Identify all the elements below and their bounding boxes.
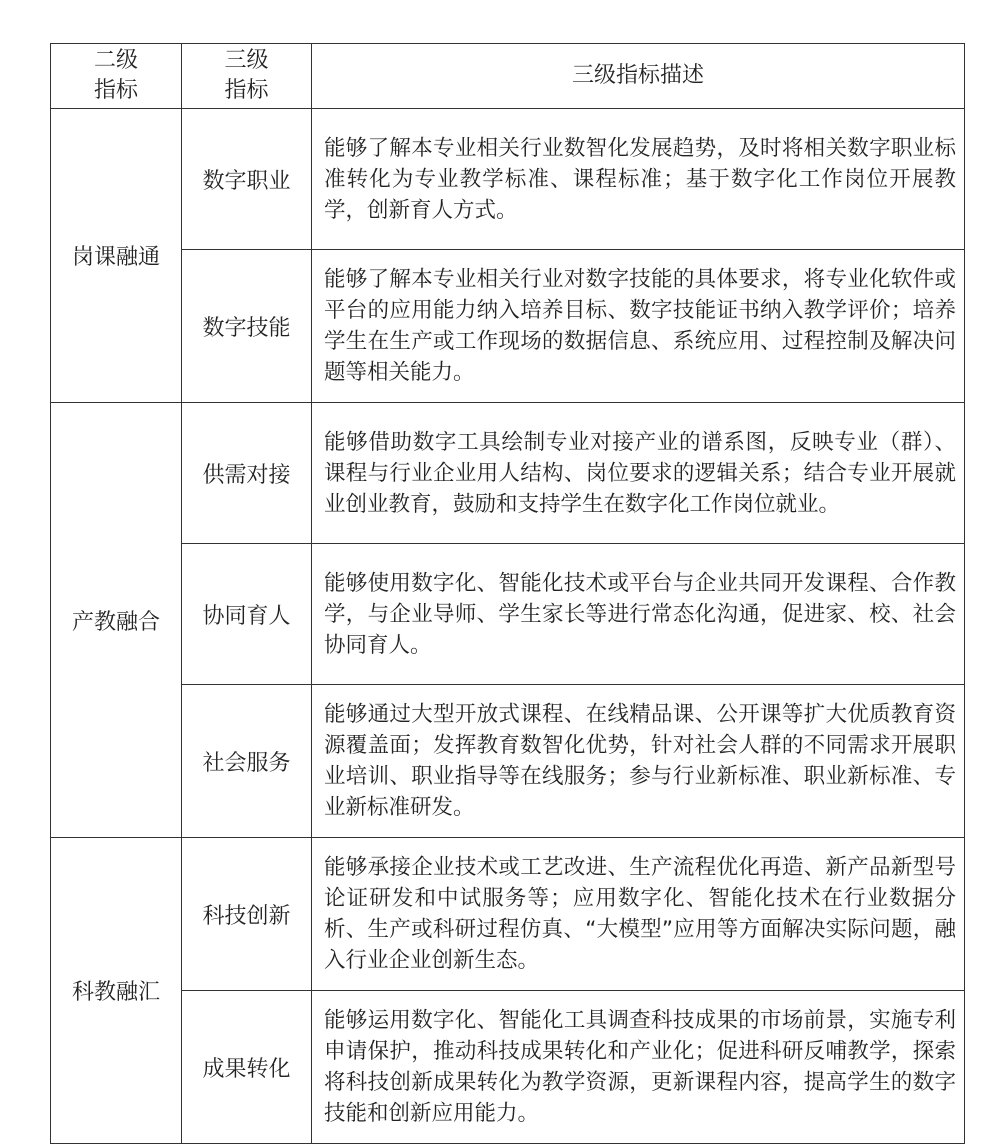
table-row [51, 403, 965, 544]
header-level2 [51, 44, 182, 109]
description-cell: 能够了解本专业相关行业对数字技能的具体要求，将专业化软件或平台的应用能力纳入培养目标、数字技能证书纳入教学评价；培养学生在生产或工作现场的数据信息、系统应用、过程控制及解决问题等相关能力。 [312, 250, 965, 403]
description-cell: 能够使用数字化、智能化技术或平台与企业共同开发课程、合作教学，与企业导师、学生家长等进行常态化沟通，促进家、校、社会协同育人。 [312, 544, 965, 685]
level3-cell: 数字技能 [182, 250, 312, 403]
header-level3-line2: 指标 [224, 78, 269, 103]
header-row [51, 44, 965, 109]
level3-cell: 科技创新 [182, 838, 312, 991]
header-level2-line1: 二级 [93, 48, 138, 73]
description-cell: 能够承接企业技术或工艺改进、生产流程优化再造、新产品新型号论证研发和中试服务等；应用数字化、智能化技术在行业数据分析、生产或科研过程仿真、“大模型”应用等方面解决实际问题，融入行业企业创新生态。 [312, 838, 965, 991]
indicator-table [50, 43, 965, 1144]
level3-cell: 供需对接 [182, 403, 312, 544]
table-row [51, 838, 965, 991]
header-level3-line1: 三级 [224, 48, 269, 73]
table-row [51, 685, 965, 838]
table-row [51, 109, 965, 250]
description-cell: 能够借助数字工具绘制专业对接产业的谱系图，反映专业（群）、课程与行业企业用人结构、岗位要求的逻辑关系；结合专业开展就业创业教育，鼓励和支持学生在数字化工作岗位就业。 [312, 403, 965, 544]
table-row [51, 544, 965, 685]
level3-cell: 数字职业 [182, 109, 312, 250]
header-description: 三级指标描述 [312, 44, 965, 109]
header-level3 [182, 44, 312, 109]
header-level2-line2: 指标 [93, 78, 138, 103]
description-cell: 能够通过大型开放式课程、在线精品课、公开课等扩大优质教育资源覆盖面；发挥教育数智化优势，针对社会人群的不同需求开展职业培训、职业指导等在线服务；参与行业新标准、职业新标准、专业新标准研发。 [312, 685, 965, 838]
level3-cell: 成果转化 [182, 991, 312, 1144]
level2-cell: 产教融合 [51, 403, 182, 838]
description-cell: 能够运用数字化、智能化工具调查科技成果的市场前景，实施专利申请保护，推动科技成果转化和产业化；促进科研反哺教学，探索将科技创新成果转化为教学资源，更新课程内容，提高学生的数字技能和创新应用能力。 [312, 991, 965, 1144]
level2-cell: 岗课融通 [51, 109, 182, 403]
level2-cell: 科教融汇 [51, 838, 182, 1144]
table-row [51, 250, 965, 403]
level3-cell: 社会服务 [182, 685, 312, 838]
description-cell: 能够了解本专业相关行业数智化发展趋势，及时将相关数字职业标准转化为专业教学标准、课程标准；基于数字化工作岗位开展教学，创新育人方式。 [312, 109, 965, 250]
table-row [51, 991, 965, 1144]
level3-cell: 协同育人 [182, 544, 312, 685]
